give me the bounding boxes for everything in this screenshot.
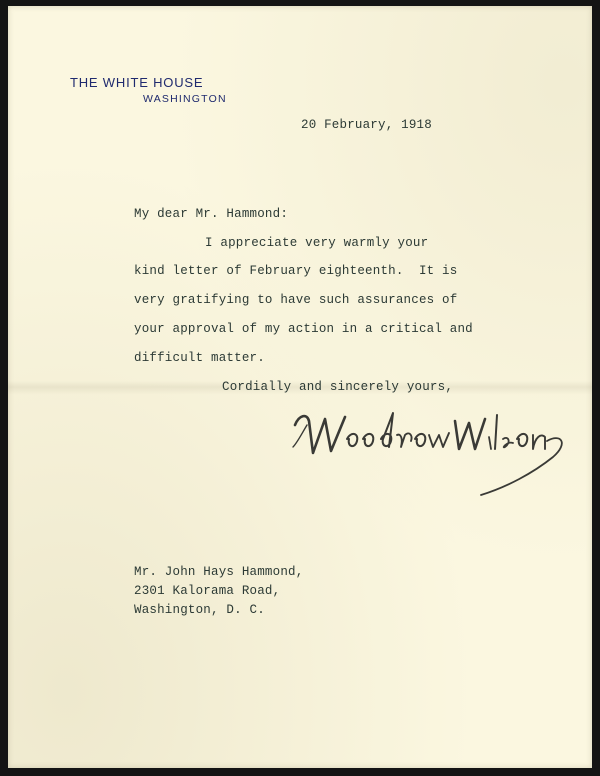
handwritten-signature	[285, 395, 575, 505]
body-line: your approval of my action in a critical and	[134, 322, 473, 336]
letter-date: 20 February, 1918	[301, 118, 432, 132]
letter-salutation: My dear Mr. Hammond:	[134, 207, 289, 221]
body-line: very gratifying to have such assurances of	[134, 293, 458, 307]
body-line: I appreciate very warmly your	[205, 236, 429, 250]
recipient-line: Mr. John Hays Hammond,	[134, 565, 304, 579]
letterhead-subtitle: WASHINGTON	[143, 93, 227, 105]
recipient-line: 2301 Kalorama Road,	[134, 584, 281, 598]
recipient-line: Washington, D. C.	[134, 603, 265, 617]
letter-closing: Cordially and sincerely yours,	[222, 380, 454, 394]
letterhead-title: THE WHITE HOUSE	[70, 75, 204, 90]
body-line: kind letter of February eighteenth. It is	[134, 264, 458, 278]
body-line: difficult matter.	[134, 351, 265, 365]
